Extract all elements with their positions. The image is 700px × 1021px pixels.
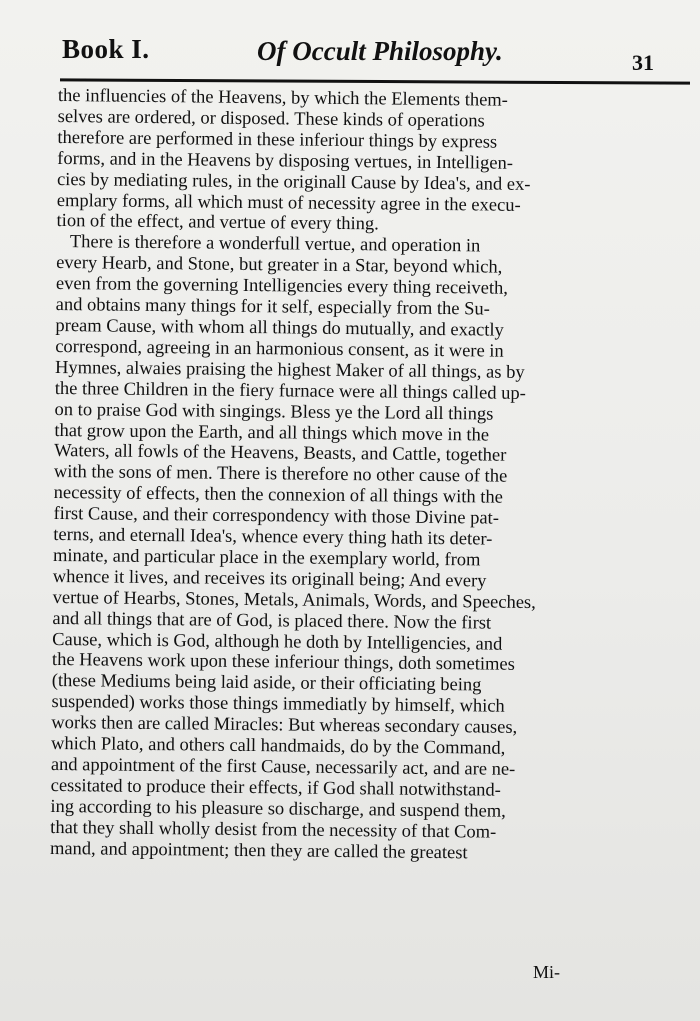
text-line: selves are ordered, or disposed. These kinds of operations <box>57 106 485 132</box>
text-line: suspended) works those things immediatly by himself, which <box>51 692 505 717</box>
text-line: which Plato, and others call handmaids, do by the Command, <box>51 734 506 759</box>
text-line: every Hearb, and Stone, but greater in a Star, beyond which, <box>56 253 503 278</box>
text-line: ing according to his pleasure so discharge, and suspend them, <box>50 796 506 822</box>
text-line: tion of the effect, and vertue of every thing. <box>56 211 379 235</box>
text-line: Waters, all fowls of the Heavens, Beasts, and Cattle, together <box>54 441 507 467</box>
text-line: mand, and appointment; then they are called the greatest <box>49 838 468 863</box>
text-line: even from the governing Intelligencies every thing receiveth, <box>55 274 509 299</box>
text-line: works then are called Miracles: But whereas secondary causes, <box>51 713 518 739</box>
body-text <box>50 86 598 865</box>
text-line: with the sons of men. There is therefore no other cause of the <box>53 462 508 488</box>
text-line: the influencies of the Heavens, by which the Elements them- <box>57 86 509 111</box>
text-line: necessity of effects, then the connexion of all things with the <box>53 483 504 508</box>
text-line: that they shall wholly desist from the necessity of that Com- <box>50 817 497 843</box>
text-line: on to praise God with singings. Bless ye the Lord all things <box>54 399 494 425</box>
text-line: cessitated to produce their effects, if God shall notwithstand- <box>50 775 501 801</box>
text-line: cies by mediating rules, in the originall Cause by Idea's, and ex- <box>56 169 531 195</box>
header-rule <box>60 78 690 84</box>
text-line: first Cause, and their correspondency with those Divine pat- <box>53 504 500 529</box>
text-line: emplary forms, all which must of necessity agree in the execu- <box>56 190 521 216</box>
running-header <box>62 30 672 74</box>
page-number: 31 <box>632 50 654 75</box>
text-line: forms, and in the Heavens by disposing vertues, in Intelligen- <box>57 148 514 174</box>
text-line: pream Cause, with whom all things do mutually, and exactly <box>55 315 504 341</box>
catchword: Mi- <box>533 962 560 982</box>
text-line: whence it lives, and receives its originall being; And every <box>52 566 487 592</box>
text-line: and obtains many things for it self, especially from the Su- <box>55 295 490 320</box>
book-label: Book I. <box>62 34 150 64</box>
text-line: (these Mediums being laid aside, or their officiating being <box>51 671 482 696</box>
text-line: and all things that are of God, is placed there. Now the first <box>52 608 492 634</box>
text-line: the three Children in the fiery furnace were all things called up- <box>54 378 526 404</box>
text-line: correspond, agreeing in an harmonious consent, as it were in <box>55 336 504 362</box>
text-line: Hymnes, alwaies praising the highest Maker of all things, as by <box>54 357 525 383</box>
text-line: that grow upon the Earth, and all things which move in the <box>54 420 490 446</box>
running-title: Of Occult Philosophy. <box>257 36 503 66</box>
text-line: minate, and particular place in the exemplary world, from <box>52 545 481 571</box>
text-line: vertue of Hearbs, Stones, Metals, Animals, Words, and Speeches, <box>52 587 536 613</box>
text-line: There is therefore a wonderfull vertue, and operation in <box>56 232 481 257</box>
text-line: Cause, which is God, although he doth by Intelligencies, and <box>52 629 503 655</box>
text-line: terns, and eternall Idea's, whence every thing hath its deter- <box>53 525 493 550</box>
text-line: and appointment of the first Cause, necessarily act, and are ne- <box>50 754 516 780</box>
text-line: therefore are performed in these inferiour things by express <box>57 127 498 153</box>
text-line: the Heavens work upon these inferiour things, doth sometimes <box>51 650 516 676</box>
